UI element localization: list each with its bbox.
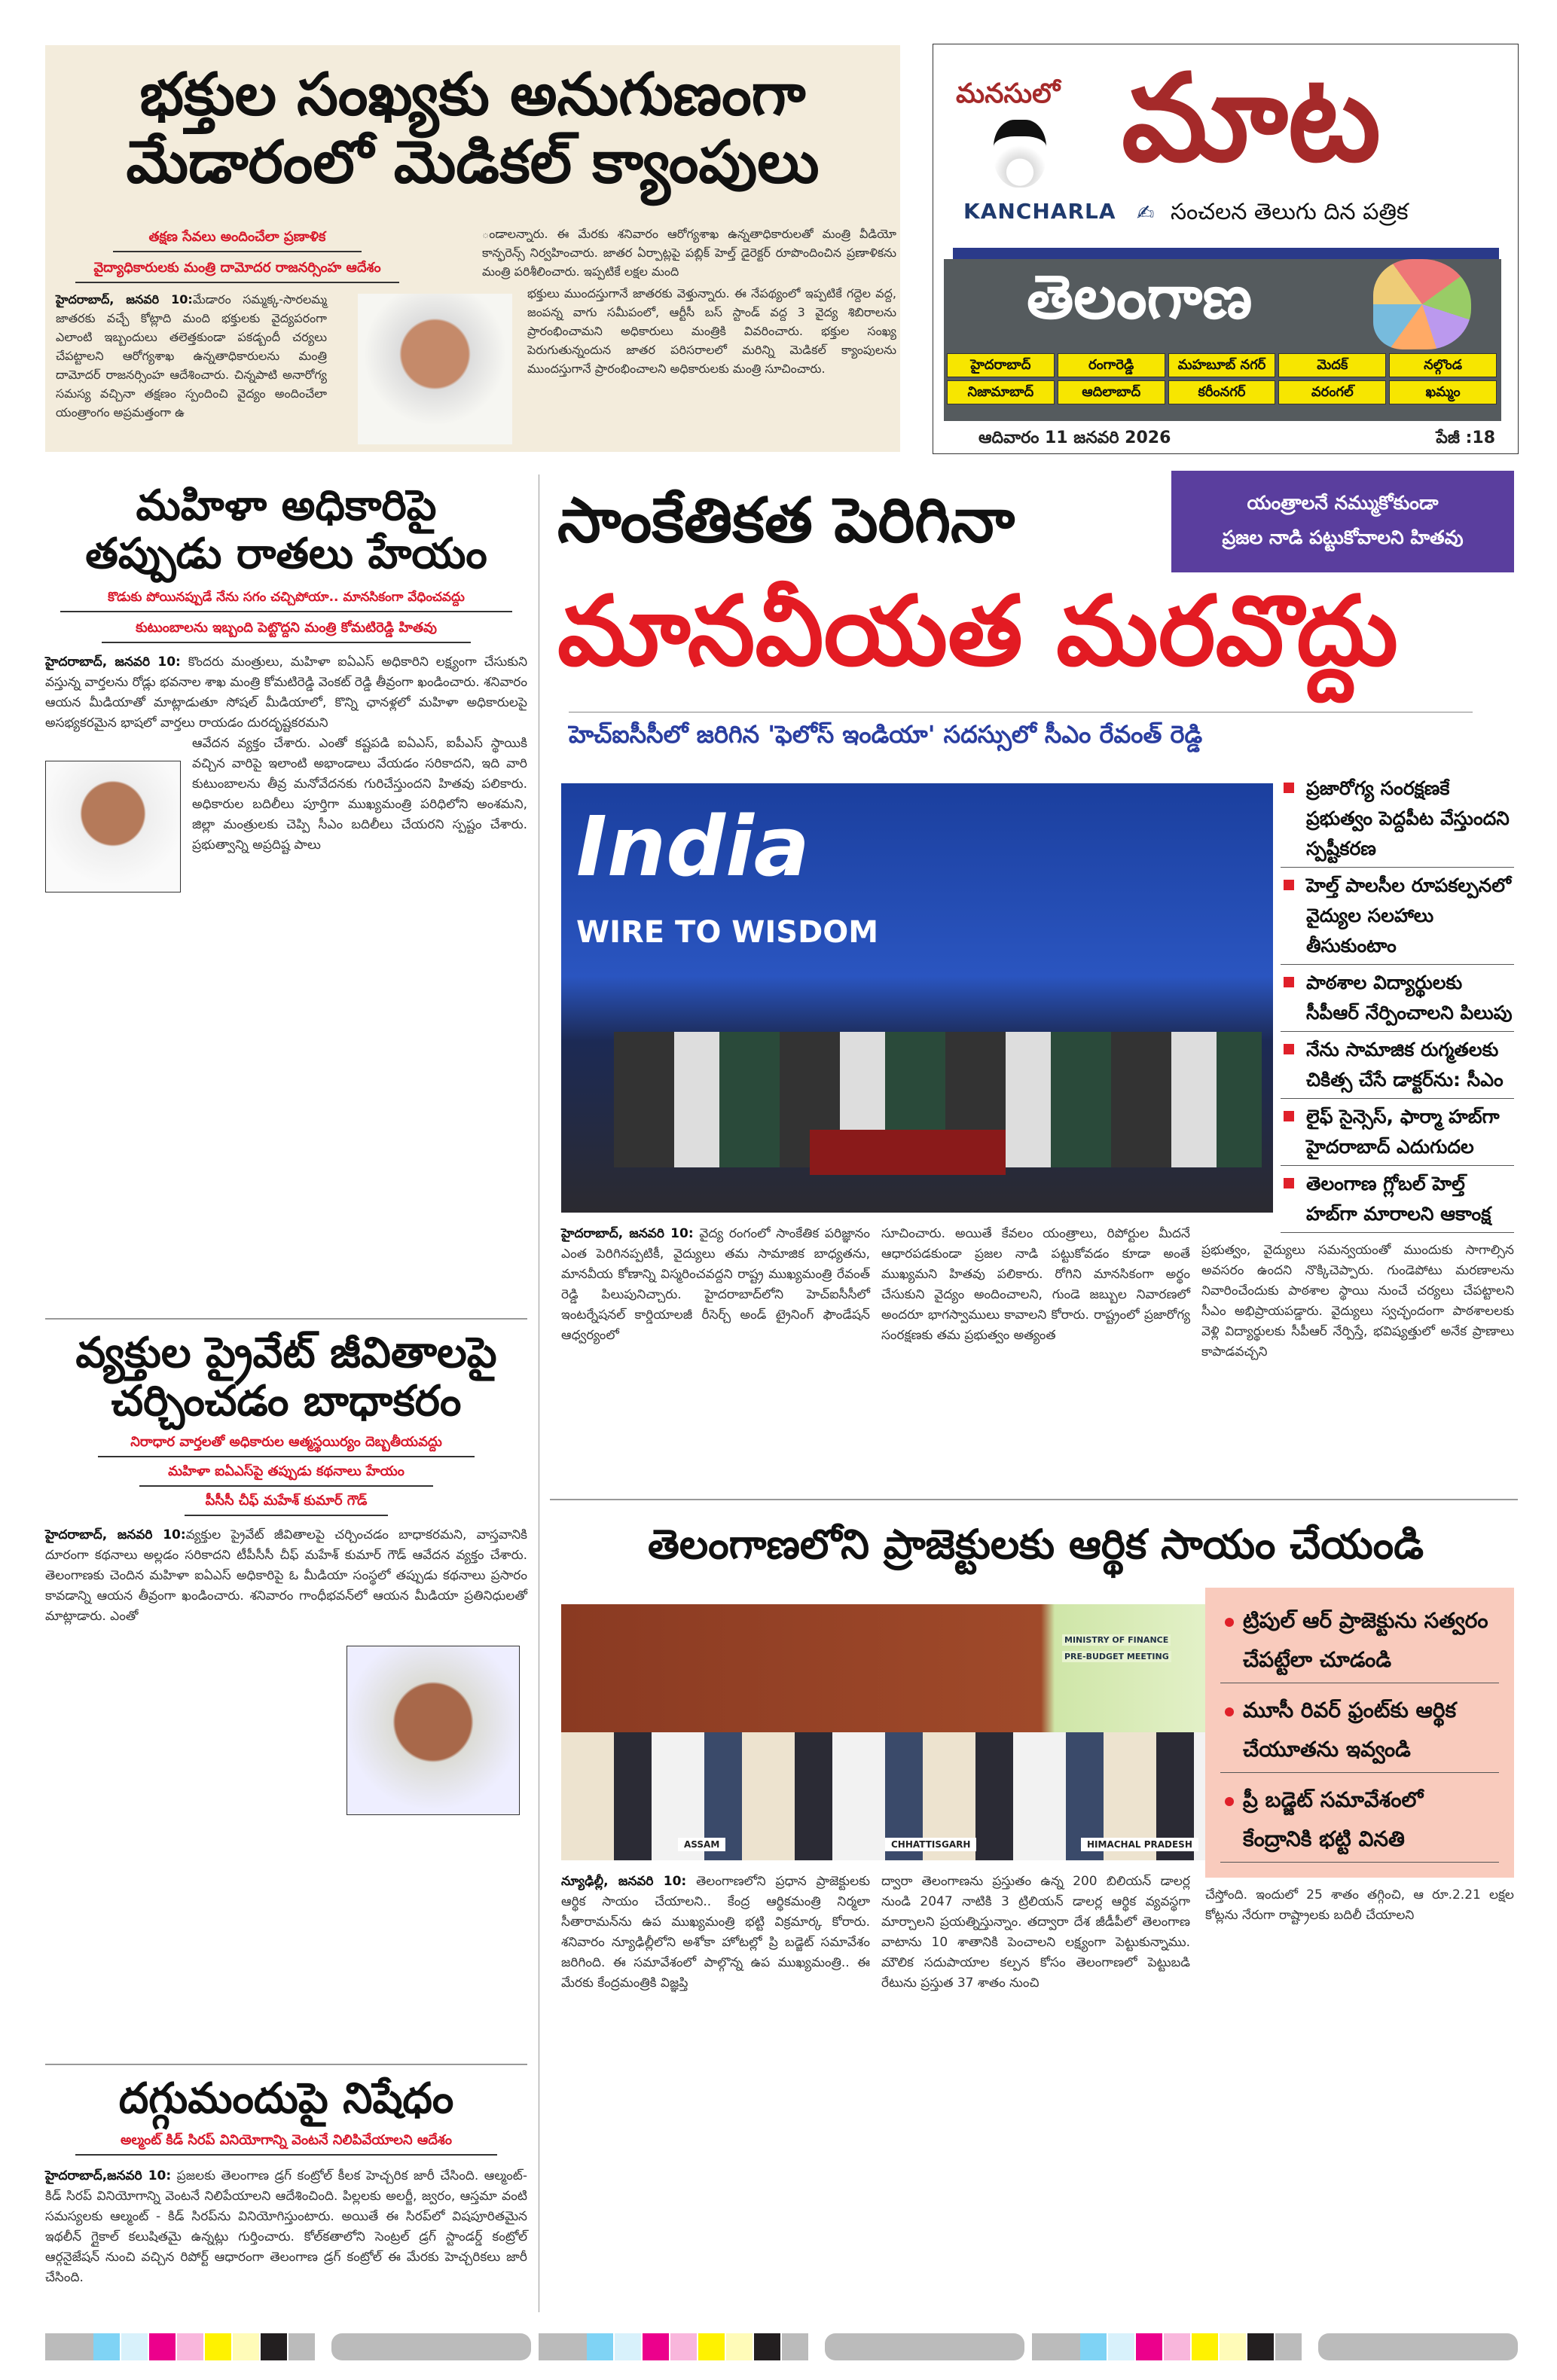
district-grid: [947, 353, 1497, 404]
gray-patch: [331, 2333, 531, 2360]
box-line-2: ప్రజల నాడి పట్టుకోవాలని హితవు: [1222, 526, 1464, 548]
subtitle: సంచలన తెలుగు దిన పత్రిక: [1171, 199, 1409, 225]
nameplate: CHHATTISGARH: [885, 1838, 976, 1851]
district-link[interactable]: మెదక్: [1278, 353, 1386, 377]
color-swatch: [261, 2333, 287, 2360]
kicker-headline: సాంకేతికత పెరిగినా: [557, 485, 1015, 557]
headline-line-1: మహిళా అధికారిపై: [136, 481, 437, 530]
color-swatch: [93, 2333, 120, 2360]
color-swatch: [1108, 2333, 1134, 2360]
medaram-story: [45, 45, 900, 452]
key-point: ట్రిపుల్ ఆర్ ప్రాజెక్టును సత్వరం చేపట్టేలా చూడండి: [1220, 1598, 1499, 1683]
edition-title: తెలంగాణ: [1027, 262, 1253, 332]
color-swatch: [587, 2333, 613, 2360]
mahesh-story: [45, 1329, 527, 1627]
dateline: హైదరాబాద్, జనవరి 10:: [45, 654, 181, 670]
body-text: [45, 1525, 527, 1627]
color-swatch: [670, 2333, 697, 2360]
district-link[interactable]: రంగారెడ్డి: [1058, 353, 1165, 377]
body-col-3: [527, 284, 896, 378]
divider: [45, 2064, 527, 2065]
body-col-1: [561, 1224, 870, 1346]
body-text: [45, 652, 527, 734]
dateline: హైదరాబాద్, జనవరి 10:: [45, 1527, 186, 1542]
body-col-1: [561, 1872, 870, 1994]
color-swatch: [1136, 2333, 1162, 2360]
minister-photo: [358, 294, 512, 444]
color-swatch: [45, 2333, 93, 2360]
dateline: న్యూఢిల్లీ, జనవరి 10:: [561, 1874, 687, 1889]
subhead-1: నిరాధార వార్తలతో అధికారుల ఆత్మస్థయిర్యం దెబ్బతీయవద్దు: [98, 1431, 475, 1457]
body-text: భక్తులు ముందస్తుగానే జాతరకు వెళ్తున్నారు. ఈ నేపథ్యంలో ఇప్పటికే గద్దెల వద్ద, జంపన్న వాగు సమీపంలో, ఆర్టీసీ బస్ స్టాండ్ వద్ద 3 వైద్య శిబిరాలను ప్రారంభించామని అధికారులు మంత్రికి వివరించారు. భక్తుల సంఖ్య పెరుగుతున్నందున జాతర పరిసరాలలో మరిన్ని మెడికల్ క్యాంపులను ముందస్తుగానే ప్రారంభించాలని అధికారులకు మంత్రి సూచించారు.: [527, 286, 896, 376]
color-swatch: [121, 2333, 148, 2360]
key-point: హెల్త్ పాలసీల రూపకల్పనలో వైద్యుల సలహాలు తీసుకుంటాం: [1281, 868, 1514, 965]
divider: [45, 1318, 527, 1320]
color-swatch: [289, 2333, 315, 2360]
body-col-3: [1205, 1885, 1514, 1926]
logo-title: మాట: [1122, 47, 1381, 188]
color-swatch: [615, 2333, 641, 2360]
masthead: [933, 44, 1519, 454]
gray-patch: [1318, 2333, 1518, 2360]
headline-line-1: భక్తుల సంఖ్యకు అనుగుణంగా: [139, 61, 806, 129]
headline-line-2: తప్పుడు రాతలు హేయం: [85, 529, 487, 579]
body-text: [45, 2166, 527, 2288]
color-swatch: [643, 2333, 669, 2360]
district-link[interactable]: వరంగల్: [1278, 380, 1386, 404]
pen-icon: ✍: [1137, 200, 1155, 225]
photo-caption-text: India: [576, 798, 810, 895]
body-paragraph: తెలంగాణలోని ప్రధాన ప్రాజెక్టులకు ఆర్థిక సాయం చేయాలని.. కేంద్ర ఆర్థికమంత్రి నిర్మలా సీతారామన్‌ను ఉప ముఖ్యమంత్రి భట్టి విక్రమార్క కోరారు. శనివారం న్యూఢిల్లీలోని అశోకా హోటల్లో ప్రి బడ్జెట్ సమావేశం జరిగింది. ఈ సమావేశంలో పాల్గొన్న ఉప ముఖ్యమంత్రి.. ఈ మేరకు కేంద్రమంత్రికి విజ్ఞప్తి: [561, 1874, 870, 1991]
box-line-1: యంత్రాలనే నమ్ముకోకుండా: [1247, 492, 1439, 514]
key-points-box: [1205, 1588, 1514, 1878]
headline: [45, 1329, 527, 1426]
color-swatch: [177, 2333, 203, 2360]
key-point: నేను సామాజిక రుగ్మతలకు చికిత్స చేసే డాక్టర్‌ను: సీఎం: [1281, 1032, 1514, 1099]
body-col-2: [881, 1224, 1190, 1346]
color-swatch: [754, 2333, 780, 2360]
stage-table: [810, 1130, 1006, 1175]
district-link[interactable]: నల్గొండ: [1389, 353, 1497, 377]
body-paragraph: కొందరు మంత్రులు, మహిళా ఐఏఎస్ అధికారిని లక్ష్యంగా చేసుకుని వస్తున్న వార్తలను రోడ్లు భవనాల శాఖ మంత్రి కోమటిరెడ్డి వెంకట్ రెడ్డి తీవ్రంగా ఖండించారు. శనివారం ఆయన మీడియాతో మాట్లాడుతూ సోషల్ మీడియాలో, కొన్ని ఛానళ్లలో మహిళా అధికారులపై అసభ్యకరమైన భాషలో వార్తలు రాయడం దురదృష్టకరమని: [45, 654, 528, 731]
body-paragraph: ద్వారా తెలంగాణను ప్రస్తుతం ఉన్న 200 బిలియన్ డాలర్ల నుండి 2047 నాటికి 3 ట్రిలియన్ డాలర్ల ఆర్థిక వ్యవస్థగా మార్చాలని ప్రయత్నిస్తున్నాం. తద్వారా దేశ జీడీపీలో తెలంగాణ వాటాను 10 శాతానికి పెంచాలని లక్ష్యంగా పెట్టుకున్నాము. మౌలిక సదుపాయాల కల్పన కోసం తెలంగాణలో పెట్టుబడి రేటును ప్రస్తుత 37 శాతం నుంచి: [881, 1874, 1190, 1991]
subhead-2: కుటుంబాలను ఇబ్బంది పెట్టొద్దని మంత్రి కోమటిరెడ్డి హితవు: [102, 617, 471, 643]
edition-panel: [944, 259, 1501, 421]
syrup-story: [45, 2075, 527, 2288]
color-swatch: [205, 2333, 231, 2360]
body-paragraph: వ్యక్తుల ప్రైవేట్ జీవితాలపై చర్చించడం బాధాకరమని, వాస్తవానికి దూరంగా కథనాలు అల్లడం సరికాదని టీపీసీసీ చీఫ్ మహేశ్ కుమార్ గౌడ్ ఆవేదన వ్యక్తం చేశారు. తెలంగాణకు చెందిన మహిళా ఐఏఎస్ అధికారిపై ఓ మీడియా సంస్థలో తప్పుడు కథనాలు ప్రసారం కావడాన్ని ఆయన తీవ్రంగా ఖండించారు. శనివారం గాంధీభవన్‌లో ఆయన మీడియా ప్రతినిధులతో మాట్లాడారు. ఎంతో: [45, 1527, 527, 1624]
photo-caption-text: WIRE TO WISDOM: [576, 915, 879, 950]
color-swatch: [1275, 2333, 1302, 2360]
dateline: హైదరాబాద్, జనవరి 10:: [56, 292, 193, 307]
body-paragraph: ప్రజలకు తెలంగాణ డ్రగ్ కంట్రోల్ కీలక హెచ్చరిక జారీ చేసింది. ఆల్మంట్- కిడ్ సిరప్ వినియోగాన్ని వెంటనే నిలిపేయాలని ఆదేశించింది. పిల్లలకు అలర్జీ, జ్వరం, ఆస్తమా వంటి సమస్యలకు ఆల్మంట్ - కిడ్ సిరప్‌ను వినియోగిస్తుంటారు. అయితే ఈ సిరప్‌లో విషపూరితమైన ఇథలీన్ గ్లైకాల్ కలుషితమై ఉన్నట్లు గుర్తించారు. కోల్‌కతాలోని సెంట్రల్ డ్రగ్ స్టాండర్డ్ కంట్రోల్ ఆర్గనైజేషన్ నుంచి వచ్చిన రిపోర్ట్ ఆధారంగా తెలంగాణ డ్రగ్ కంట్రోల్ ఈ మేరకు హెచ్చరికలు జారీ చేసింది.: [45, 2168, 527, 2286]
fellows-india-event-photo: [561, 783, 1273, 1213]
color-swatch: [539, 2333, 587, 2360]
subhead-2: మహిళా ఐఏఎస్‌పై తప్పుడు కథనాలు హేయం: [139, 1460, 433, 1487]
body-paragraph: చేస్తోంది. ఇందులో 25 శాతం తగ్గించి, ఆ రూ.2.21 లక్షల కోట్లను నేరుగా రాష్ట్రాలకు బదిలీ చేయాలని: [1205, 1887, 1514, 1923]
dateline: హైదరాబాద్,జనవరి 10:: [45, 2168, 172, 2184]
subhead: అల్మంట్ కిడ్ సిరప్ వినియోగాన్ని వెంటనే నిలిపివేయాలని ఆదేశం: [75, 2129, 497, 2156]
key-point: ప్రీ బడ్జెట్ సమావేశంలో కేంద్రానికి భట్టి వినతి: [1220, 1777, 1499, 1863]
telangana-map-icon: [1373, 259, 1471, 349]
headline: [45, 482, 527, 579]
lead-story: [550, 471, 1522, 1495]
subhead-3: పీసీసీ చీఫ్ మహేశ్ కుమార్ గౌడ్: [185, 1490, 388, 1516]
headline: [45, 62, 900, 197]
body-text: మేడారం సమ్మక్క-సారలమ్మ జాతరకు వచ్చే కోట్లాది మంది భక్తులకు వైద్యపరంగా ఎలాంటి ఇబ్బందులు తలెత్తకుండా పకడ్బందీ చర్యలు చేపట్టాలని ఆరోగ్యశాఖ ఉన్నతాధికారులను మంత్రి దామోదర్ రాజనర్సింహ ఆదేశించారు. చిన్నపాటి అనారోగ్య సమస్య వచ్చినా తక్షణం స్పందించి వైద్యం అందించేలా యంత్రాంగం అప్రమత్తంగా ఉ: [56, 292, 327, 420]
headline-line-1: వ్యక్తుల ప్రైవేట్ జీవితాలపై: [75, 1329, 497, 1378]
color-swatch: [1192, 2333, 1218, 2360]
komatireddy-story: [45, 482, 527, 856]
key-points: [1281, 770, 1514, 1233]
komatireddy-photo: [45, 761, 181, 892]
key-point: లైఫ్ సైన్సెస్, ఫార్మా హబ్‌గా హైదరాబాద్ ఎదుగుదల: [1281, 1099, 1514, 1166]
headline: దగ్గుమందుపై నిషేధం: [118, 2074, 454, 2123]
issue-date: ఆదివారం 11 జనవరి 2026: [978, 429, 1171, 447]
mascot-face-icon: [994, 120, 1046, 188]
headline-line-2: చర్చించడం బాధాకరం: [111, 1377, 462, 1426]
mahesh-photo: [347, 1646, 520, 1815]
dateline: హైదరాబాద్, జనవరి 10:: [561, 1226, 694, 1241]
body-col-2: [881, 1872, 1190, 1994]
headline: తెలంగాణలోని ప్రాజెక్టులకు ఆర్థిక సాయం చేయండి: [647, 1521, 1424, 1568]
projects-story: [550, 1506, 1522, 2312]
tagline-small: మనసులో: [956, 78, 1061, 109]
highlight-box: [1171, 471, 1514, 572]
main-headline: మానవీయత మరవొద్దు: [557, 575, 1398, 688]
body-col-1: [56, 290, 327, 422]
color-swatch: [1164, 2333, 1190, 2360]
district-link[interactable]: మహబూబ్ నగర్: [1168, 353, 1276, 377]
print-color-bar: [45, 2333, 1529, 2360]
body-paragraph: ఆవేదన వ్యక్తం చేశారు. ఎంతో కష్టపడి ఐఏఎస్, ఐపీఎస్ స్థాయికి వచ్చిన వారిపై ఇలాంటి అభాండాలు వేయడం సరికాదని, ఇది వారి కుటుంబాలను తీవ్ర మనోవేదనకు గురిచేస్తుందని హితవు పలికారు. అధికారుల బదిలీలు పూర్తిగా ముఖ్యమంత్రి పరిధిలోని అంశమని, జిల్లా మంత్రులకు చెప్పి సీఎం బదిలీలు చేయరని స్పష్టం చేశారు. ప్రభుత్వాన్ని అప్రదిష్ట పాలు: [192, 735, 527, 853]
district-link[interactable]: ఖమ్మం: [1389, 380, 1497, 404]
photo-banner-text: MINISTRY OF FINANCE: [1062, 1634, 1171, 1646]
color-swatch: [1247, 2333, 1274, 2360]
subhead-1: కొడుకు పోయినప్పుడే నేను సగం చచ్చిపోయా.. మానసికంగా వేధించవద్దు: [60, 587, 512, 612]
color-swatch: [233, 2333, 259, 2360]
color-swatch: [698, 2333, 725, 2360]
body-text: ండాలన్నారు. ఈ మేరకు శనివారం ఆరోగ్యశాఖ ఉన్నతాధికారులతో మంత్రి వీడియో కాన్ఫరెన్స్ నిర్వహించారు. జాతర ఏర్పాట్లపై పబ్లిక్ హెల్త్ డైరెక్టర్ రూపొందించిన ప్రణాళికను మంత్రి పరిశీలించారు. ఇప్పటికే లక్షల మంది: [482, 227, 896, 279]
page-number: పేజీ :18: [1436, 429, 1495, 447]
nameplate: HIMACHAL PRADESH: [1081, 1838, 1198, 1851]
divider: [550, 1499, 1518, 1500]
subhead-1: తక్షణ సేవలు అందించేలా ప్రణాళిక: [113, 226, 362, 252]
color-swatch: [149, 2333, 176, 2360]
key-point: మూసీ రివర్ ఫ్రంట్‌కు ఆర్థిక చేయూతను ఇవ్వండి: [1220, 1688, 1499, 1773]
subhead: హెచ్ఐసీసీలో జరిగిన 'ఫెలోస్ ఇండియా' సదస్సులో సీఎం రేవంత్ రెడ్డి: [569, 712, 1473, 755]
headline-line-2: మేడారంలో మెడికల్ క్యాంపులు: [126, 128, 820, 197]
body-text: [192, 734, 527, 856]
key-point: పాఠశాల విద్యార్థులకు సీపీఆర్ నేర్పించాలని పిలుపు: [1281, 965, 1514, 1032]
nameplate: ASSAM: [678, 1838, 725, 1851]
color-swatch: [1220, 2333, 1246, 2360]
color-swatch: [1032, 2333, 1080, 2360]
pre-budget-meeting-photo: [561, 1604, 1247, 1860]
color-swatch: [782, 2333, 808, 2360]
body-paragraph: సూచించారు. అయితే కేవలం యంత్రాలు, రిపోర్టుల మీదనే ఆధారపడకుండా ప్రజల నాడి పట్టుకోవడం కూడా అంతే ముఖ్యమని హితవు పలికారు. రోగిని మానసికంగా అర్థం చేసుకుని వైద్యం అందించాలని, గుండె జబ్బుల నివారణలో అందరూ భాగస్వాములు కావాలని కోరారు. రాష్ట్రంలో ప్రజారోగ్య సంరక్షణకు తమ ప్రభుత్వం అత్యంత: [881, 1226, 1190, 1343]
key-point: తెలంగాణ గ్లోబల్ హెల్త్ హబ్‌గా మారాలని ఆకాంక్ష: [1281, 1166, 1514, 1233]
color-swatch: [1080, 2333, 1107, 2360]
district-link[interactable]: హైదరాబాద్: [947, 353, 1055, 377]
color-swatch: [726, 2333, 753, 2360]
gray-patch: [825, 2333, 1024, 2360]
district-link[interactable]: ఆదిలాబాద్: [1058, 380, 1165, 404]
key-point: ప్రజారోగ్య సంరక్షణకే ప్రభుత్వం పెద్దపీట వేస్తుందని స్పష్టీకరణ: [1281, 770, 1514, 868]
body-col-3: [1201, 1240, 1514, 1362]
photo-banner-text: PRE-BUDGET MEETING: [1062, 1651, 1171, 1662]
district-link[interactable]: కరీంనగర్: [1168, 380, 1276, 404]
body-col-2: [482, 224, 896, 281]
district-link[interactable]: నిజామాబాద్: [947, 380, 1055, 404]
body-paragraph: ప్రభుత్వం, వైద్యులు సమన్వయంతో ముందుకు సాగాల్సిన అవసరం ఉందని నొక్కిచెప్పారు. గుండెపోటు మరణాలను నివారించేందుకు పాఠశాల స్థాయి నుంచే చర్యలు చేపట్టాలని సీఎం అభిప్రాయపడ్డారు. వైద్యులు స్వచ్ఛందంగా పాఠశాలలకు వెళ్లి విద్యార్థులకు సీపీఆర్ నేర్పిస్తే, భవిష్యత్తులో అనేక ప్రాణాలు కాపాడవచ్చని: [1201, 1243, 1514, 1359]
subhead-2: వైద్యాధికారులకు మంత్రి దామోదర రాజనర్సింహ ఆదేశం: [75, 257, 399, 283]
body-paragraph: వైద్య రంగంలో సాంకేతిక పరిజ్ఞానం ఎంత పెరిగినప్పటికీ, వైద్యులు తమ సామాజిక బాధ్యతను, మానవీయ కోణాన్ని విస్మరించవద్దని రాష్ట్ర ముఖ్యమంత్రి రేవంత్ రెడ్డి పిలుపునిచ్చారు. హైదరాబాద్‌లోని హెచ్ఐసీసీలో ఇంటర్నేషనల్ కార్డియాలజీ రీసెర్చ్ అండ్ ట్రైనింగ్ ఫౌండేషన్ ఆధ్వర్యంలో: [561, 1226, 871, 1343]
brand-kancharla: KANCHARLA: [963, 199, 1116, 224]
